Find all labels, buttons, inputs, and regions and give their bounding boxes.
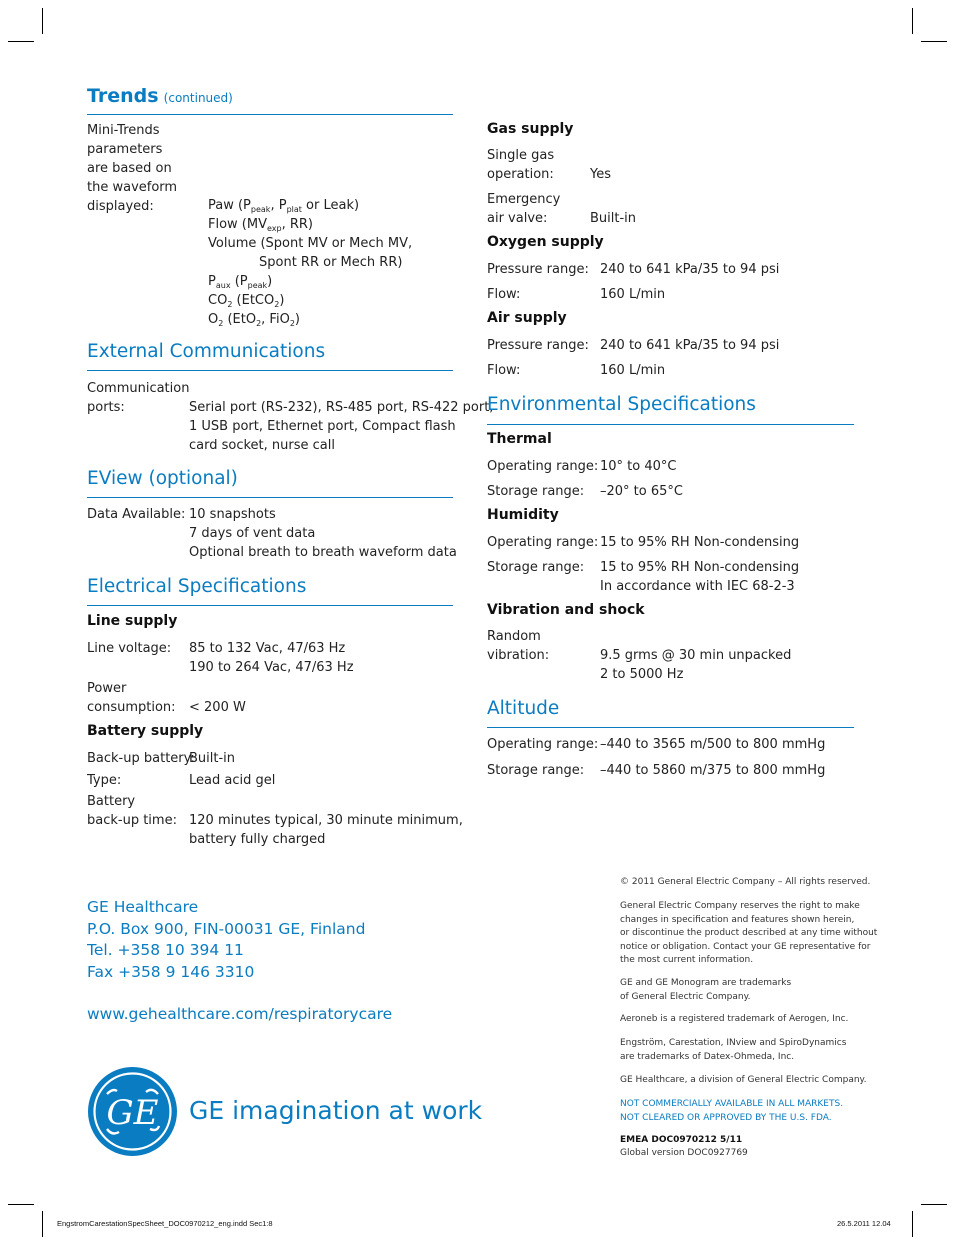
altitude-op-value: –440 to 3565 m/500 to 800 mmHg	[600, 737, 826, 752]
ge-tagline: GE imagination at work	[189, 1096, 483, 1125]
o2-pressure-value: 240 to 641 kPa/35 to 94 psi	[600, 262, 780, 277]
humidity-op-value: 15 to 95% RH Non-condensing	[600, 535, 800, 550]
backup-battery-value: Built-in	[189, 751, 236, 766]
thermal-op-label: Operating range:	[487, 459, 599, 474]
humidity-st-value: 15 to 95% RH Non-condensing In accordance with IEC 68-2-3	[600, 560, 800, 594]
crop-mark	[42, 8, 43, 34]
single-gas-value: Yes	[590, 167, 611, 182]
thermal-op-value: 10° to 40°C	[600, 459, 677, 474]
trends-heading	[87, 85, 233, 107]
type-value: Lead acid gel	[189, 773, 276, 788]
line-supply-heading: Line supply	[87, 613, 178, 629]
o2-pressure-label: Pressure range:	[487, 262, 589, 277]
thermal-heading: Thermal	[487, 431, 552, 447]
section-rule	[87, 114, 453, 115]
type-label: Type:	[87, 773, 122, 788]
param-paux: $P_{aux}$ $(P_{peak})$	[208, 274, 273, 290]
altitude-st-value: –440 to 5860 m/375 to 800 mmHg	[600, 763, 826, 778]
crop-mark	[8, 41, 34, 42]
legal-not-available: NOT COMMERCIALLY AVAILABLE IN ALL MARKETS. NOT CLEARED OR APPROVED BY THE U.S. FDA.	[620, 1099, 844, 1123]
section-rule	[487, 424, 854, 425]
eview-label: Data Available:	[87, 507, 186, 522]
legal-engstrom: Engström, Carestation, INview and SpiroDynamics are trademarks of Datex-Ohmeda, Inc.	[620, 1038, 847, 1062]
backup-time-label: Battery back-up time:	[87, 794, 177, 828]
gas-supply-heading: Gas supply	[487, 121, 574, 137]
section-rule	[487, 727, 854, 728]
contact-company: GE Healthcare	[87, 898, 199, 916]
legal-aeroneb: Aeroneb is a registered trademark of Aerogen, Inc.	[620, 1014, 849, 1024]
crop-mark	[8, 1204, 34, 1205]
contact-fax: Fax +358 9 146 3310	[87, 963, 255, 982]
trends-title: Trends	[87, 85, 159, 107]
air-supply-heading: Air supply	[487, 310, 567, 326]
ge-monogram-icon	[87, 1066, 178, 1157]
label-line: are based on	[87, 161, 172, 176]
section-rule	[87, 370, 453, 371]
label-line: parameters	[87, 142, 163, 157]
crop-mark	[912, 1211, 913, 1237]
crop-mark	[921, 1204, 947, 1205]
crop-mark	[912, 8, 913, 34]
line-voltage-label: Line voltage:	[87, 641, 172, 656]
power-label: Power consumption:	[87, 681, 176, 715]
trends-label	[87, 121, 177, 216]
o2-flow-label: Flow:	[487, 287, 521, 302]
crop-mark	[42, 1211, 43, 1237]
external-value: Serial port (RS-232), RS-485 port, RS-422 port, 1 USB port, Ethernet port, Compact flash card socket, nurse call	[189, 400, 494, 453]
random-value: 9.5 grms @ 30 min unpacked 2 to 5000 Hz	[600, 648, 792, 682]
param-paw: Paw ($P_{peak}$, $P_{plat}$ or Leak)	[208, 198, 360, 214]
humidity-st-label: Storage range:	[487, 560, 585, 575]
label-line: the waveform	[87, 180, 178, 195]
crop-mark	[921, 41, 947, 42]
battery-supply-heading: Battery supply	[87, 723, 204, 739]
legal-division: GE Healthcare, a division of General Electric Company.	[620, 1075, 867, 1085]
single-gas-label: Single gas operation:	[487, 148, 555, 182]
contact-address: P.O. Box 900, FIN-00031 GE, Finland	[87, 919, 366, 938]
label-line: displayed:	[87, 199, 154, 214]
param-co2: $CO_2$ (EtCO$_2$)	[208, 293, 285, 309]
param-volume: Volume (Spont MV or Mech MV,	[208, 236, 413, 251]
power-value: < 200 W	[189, 700, 246, 715]
altitude-op-label: Operating range:	[487, 737, 599, 752]
electrical-title: Electrical Specifications	[87, 576, 307, 597]
o2-flow-value: 160 L/min	[600, 287, 666, 302]
trends-parameters	[208, 196, 412, 329]
legal-doc-number: EMEA DOC0970212 5/11	[620, 1135, 743, 1145]
backup-time-value: 120 minutes typical, 30 minute minimum, battery fully charged	[189, 813, 463, 847]
param-volume-cont: Spont RR or Mech RR)	[259, 255, 403, 270]
ge-monogram-logo	[87, 1066, 178, 1157]
thermal-st-value: –20° to 65°C	[600, 484, 683, 499]
eview-value: 10 snapshots 7 days of vent data Optional breath to breath waveform data	[189, 507, 457, 560]
param-flow: Flow ($MV_{exp}$, RR)	[208, 217, 313, 233]
param-o2: $O_2$ (EtO$_2$, FiO$_2$)	[208, 312, 300, 328]
air-flow-label: Flow:	[487, 363, 521, 378]
altitude-st-label: Storage range:	[487, 763, 585, 778]
vibration-heading: Vibration and shock	[487, 602, 645, 618]
altitude-title: Altitude	[487, 698, 560, 719]
emergency-value: Built-in	[590, 211, 637, 226]
air-pressure-value: 240 to 641 kPa/35 to 94 psi	[600, 338, 780, 353]
slug-filename: EngstromCarestationSpecSheet_DOC0970212_eng.indd Sec1:8	[57, 1219, 273, 1228]
humidity-op-label: Operating range:	[487, 535, 599, 550]
line-voltage-value: 85 to 132 Vac, 47/63 Hz 190 to 264 Vac, 47/63 Hz	[189, 641, 354, 675]
website-link[interactable]: www.gehealthcare.com/respiratorycare	[87, 1005, 393, 1023]
section-rule	[87, 605, 453, 606]
ge-monogram-text: GE	[106, 1093, 159, 1133]
contact-block	[87, 897, 365, 984]
legal-global-version: Global version DOC0927769	[620, 1148, 748, 1158]
trends-continued: (continued)	[163, 91, 233, 105]
random-label: Random vibration:	[487, 629, 550, 663]
air-pressure-label: Pressure range:	[487, 338, 589, 353]
section-rule	[87, 497, 453, 498]
eview-title: EView (optional)	[87, 468, 238, 489]
environmental-title: Environmental Specifications	[487, 394, 756, 415]
backup-battery-label: Back-up battery:	[87, 751, 195, 766]
emergency-label: Emergency air valve:	[487, 192, 561, 226]
external-title: External Communications	[87, 341, 326, 362]
legal-copyright: © 2011 General Electric Company – All rights reserved.	[620, 877, 871, 887]
oxygen-supply-heading: Oxygen supply	[487, 234, 604, 250]
humidity-heading: Humidity	[487, 507, 559, 523]
external-label: Communication ports:	[87, 381, 190, 415]
contact-tel: Tel. +358 10 394 11	[87, 941, 244, 960]
legal-reserve: General Electric Company reserves the right to make changes in specification and features shown herein, or discontinue the product described at any time without notice or obligation. Contact your GE representative for the most current information.	[620, 901, 878, 965]
air-flow-value: 160 L/min	[600, 363, 666, 378]
slug-datetime: 26.5.2011 12.04	[837, 1219, 891, 1228]
thermal-st-label: Storage range:	[487, 484, 585, 499]
label-line: Mini-Trends	[87, 123, 160, 138]
legal-trademark: GE and GE Monogram are trademarks of General Electric Company.	[620, 978, 792, 1002]
